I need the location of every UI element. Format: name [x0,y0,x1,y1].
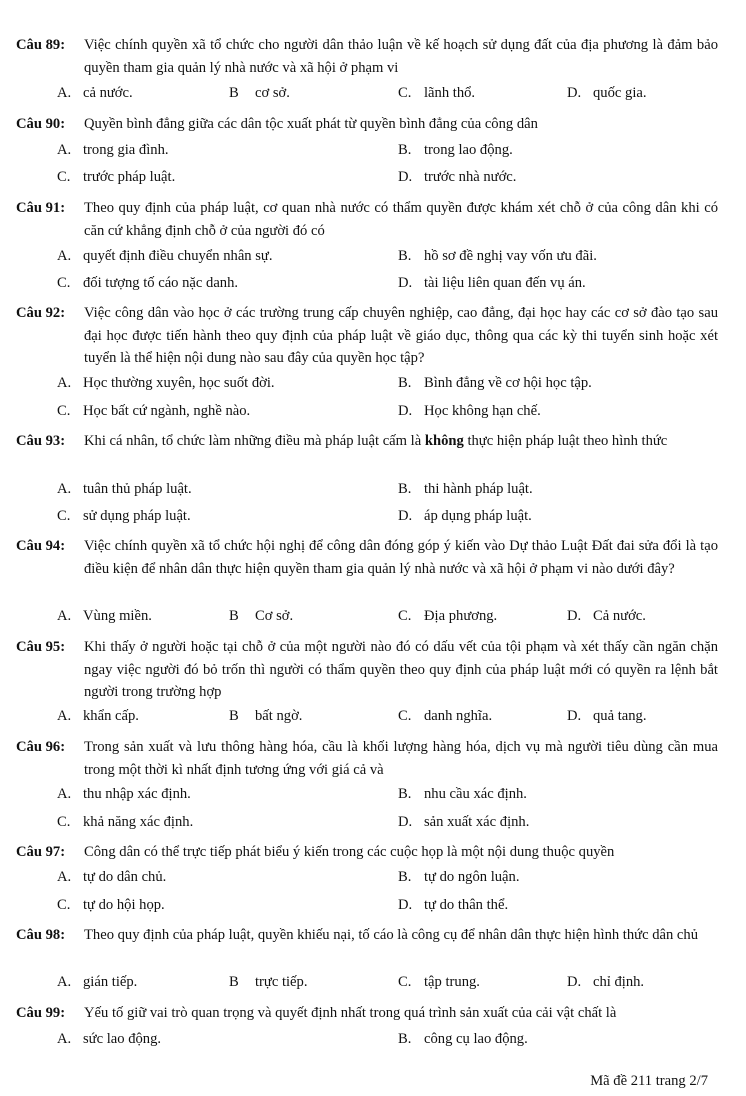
options-90 [0,142,746,164]
option-a[interactable]: A. gián tiếp. [57,974,138,990]
option-b[interactable]: B. công cụ lao động. [398,1031,528,1047]
option-c[interactable]: C. tự do hội họp. [57,897,165,913]
option-d[interactable]: D. quả tang. [567,708,647,724]
question-99 [16,1002,718,1025]
options-92-row2 [0,403,746,425]
option-c[interactable]: C. đối tượng tố cáo nặc danh. [57,275,239,291]
option-b[interactable]: B. Bình đẳng về cơ hội học tập. [398,375,592,391]
option-b[interactable]: B. hồ sơ đề nghị vay vốn ưu đãi. [398,248,597,264]
question-label: Câu 91: [16,200,66,216]
option-b[interactable]: B bất ngờ. [229,708,303,724]
option-d[interactable]: D. Cả nước. [567,608,646,624]
option-d[interactable]: D. tài liệu liên quan đến vụ án. [398,275,586,291]
question-92 [16,302,718,370]
option-b[interactable]: B trực tiếp. [229,974,308,990]
option-c[interactable]: C. tập trung. [398,974,480,990]
options-92 [0,375,746,397]
page-footer: Mã đề 211 trang 2/7 [590,1073,708,1089]
question-label: Câu 90: [16,116,66,132]
question-text: Việc công dân vào học ở các trường trung cấp chuyên nghiệp, cao đẳng, đại học hay các cơ sở đào tạo sau đại học được tiến hành theo quy định của pháp luật về giáo dục, thông qua các kỳ thi tuyển sinh hoặc xét tuyển là thể hiện nội dung nào sau đây của quyền học tập? [84,305,718,367]
negation-keyword: không [424,433,464,449]
options-96 [0,786,746,808]
options-97-row2 [0,897,746,919]
option-d[interactable]: D. áp dụng pháp luật. [398,508,532,524]
question-text: Trong sản xuất và lưu thông hàng hóa, cầu là khối lượng hàng hóa, dịch vụ mà người tiêu dùng cần mua trong một thời kì nhất định tương ứng với giá cả và [84,739,718,778]
option-b[interactable]: B cơ sở. [229,85,290,101]
options-91 [0,248,746,270]
question-label: Câu 99: [16,1005,66,1021]
option-a[interactable]: A. khẩn cấp. [57,708,139,724]
option-a[interactable]: A. Vùng miền. [57,608,152,624]
question-label: Câu 93: [16,433,66,449]
option-a[interactable]: A. cả nước. [57,85,133,101]
option-b[interactable]: B. thi hành pháp luật. [398,481,533,497]
option-a[interactable]: A. tuân thủ pháp luật. [57,481,192,497]
question-label: Câu 98: [16,927,66,943]
option-c[interactable]: C. khả năng xác định. [57,814,194,830]
question-text: Theo quy định của pháp luật, cơ quan nhà nước có thẩm quyền được khám xét chỗ ở của công dân khi có căn cứ khẳng định chỗ ở của người đó có [84,200,718,239]
question-label: Câu 97: [16,844,66,860]
question-text: Khi thấy ở người hoặc tại chỗ ở của một người nào đó có dấu vết của tội phạm và xét thấy cần ngăn chặn ngay việc người đó bỏ trốn thì người có thẩm quyền theo quy định của pháp luật mới có quyền ra lệnh bắt người trong trường hợp [84,639,718,701]
options-91-row2 [0,275,746,297]
option-b[interactable]: B. tự do ngôn luận. [398,869,520,885]
question-91 [16,197,718,242]
option-c[interactable]: C. sử dụng pháp luật. [57,508,191,524]
question-text: Quyền bình đẳng giữa các dân tộc xuất phát từ quyền bình đẳng của công dân [84,116,538,132]
options-93-row2 [0,508,746,530]
option-b[interactable]: B. nhu cầu xác định. [398,786,527,802]
question-text: Việc chính quyền xã tổ chức cho người dân thảo luận về kế hoạch sử dụng đất của địa phương là đảm bảo quyền tham gia quản lý nhà nước và xã hội ở phạm vi [84,37,718,76]
option-c[interactable]: C. Địa phương. [398,608,498,624]
option-c[interactable]: C. trước pháp luật. [57,169,176,185]
question-97 [16,841,718,864]
option-d[interactable]: D. trước nhà nước. [398,169,517,185]
option-b[interactable]: B. trong lao động. [398,142,513,158]
question-95 [16,636,718,704]
question-label: Câu 95: [16,639,66,655]
question-text: Công dân có thể trực tiếp phát biểu ý kiến trong các cuộc họp là một nội dung thuộc quyền [84,844,615,860]
options-89 [0,85,746,107]
question-98 [16,924,718,947]
option-a[interactable]: A. thu nhập xác định. [57,786,191,802]
option-a[interactable]: A. quyết định điều chuyển nhân sự. [57,248,273,264]
options-95 [0,708,746,730]
option-a[interactable]: A. trong gia đình. [57,142,169,158]
options-98 [0,974,746,996]
option-c[interactable]: C. lãnh thổ. [398,85,476,101]
question-label: Câu 96: [16,739,66,755]
question-label: Câu 94: [16,538,66,554]
option-d[interactable]: D. quốc gia. [567,85,647,101]
question-text: Khi cá nhân, tổ chức làm những điều mà pháp luật cấm là không thực hiện pháp luật theo hình thức [84,433,668,449]
option-a[interactable]: A. tự do dân chủ. [57,869,167,885]
options-97 [0,869,746,891]
question-89 [16,34,718,79]
option-c[interactable]: C. danh nghĩa. [398,708,493,724]
question-label: Câu 92: [16,305,66,321]
question-text: Theo quy định của pháp luật, quyền khiếu nại, tố cáo là công cụ để nhân dân thực hiện hình thức dân chủ [84,927,698,943]
option-b[interactable]: B Cơ sở. [229,608,294,624]
question-text: Yếu tố giữ vai trò quan trọng và quyết định nhất trong quá trình sản xuất của cải vật chất là [84,1005,617,1021]
question-label: Câu 89: [16,37,66,53]
question-96 [16,736,718,781]
question-90 [16,113,718,136]
option-d[interactable]: D. Học không hạn chế. [398,403,541,419]
options-99 [0,1031,746,1053]
option-a[interactable]: A. Học thường xuyên, học suốt đời. [57,375,275,391]
options-93 [0,481,746,503]
question-text: Việc chính quyền xã tổ chức hội nghị để công dân đóng góp ý kiến vào Dự thảo Luật Đất đai sửa đổi là tạo điều kiện để nhân dân thực hiện quyền tham gia quản lý nhà nước và xã hội ở phạm vi nào dưới đây? [84,538,718,577]
question-93 [16,430,718,453]
options-94 [0,608,746,630]
options-90-row2 [0,169,746,191]
option-d[interactable]: D. chỉ định. [567,974,645,990]
option-d[interactable]: D. sản xuất xác định. [398,814,530,830]
option-d[interactable]: D. tự do thân thể. [398,897,509,913]
question-94 [16,535,718,580]
option-c[interactable]: C. Học bất cứ ngành, nghề nào. [57,403,251,419]
option-a[interactable]: A. sức lao động. [57,1031,162,1047]
options-96-row2 [0,814,746,836]
